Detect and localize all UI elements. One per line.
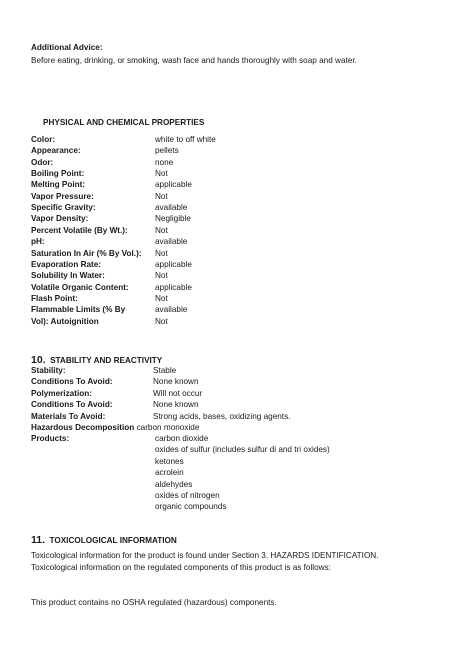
toxicology-line-2: Toxicological information on the regulated components of this product is as follows:: [31, 562, 331, 572]
property-label: Appearance:: [31, 146, 81, 156]
additional-advice-heading: Additional Advice:: [31, 43, 103, 52]
property-label: Volatile Organic Content:: [31, 282, 129, 292]
section-10-title: STABILITY AND REACTIVITY: [50, 356, 163, 365]
section-11-number: 11.: [31, 534, 46, 546]
property-row: [31, 192, 451, 203]
property-row: [31, 135, 451, 146]
property-label: Specific Gravity:: [31, 203, 96, 213]
section-10-number: 10.: [31, 354, 46, 366]
property-row: [31, 146, 451, 157]
hazardous-decomposition-value: carbon monoxide: [136, 423, 200, 432]
toxicology-paragraph: [31, 550, 443, 573]
property-row: [31, 214, 451, 225]
property-value: available: [155, 203, 188, 213]
stability-label: Stability:: [31, 366, 66, 375]
property-label: pH:: [31, 237, 45, 247]
property-value: available: [155, 237, 188, 247]
product-item: oxides of nitrogen: [155, 490, 220, 500]
property-row: [31, 317, 451, 328]
stability-row: [31, 400, 451, 411]
property-label: Vol): Autoignition: [31, 316, 99, 326]
property-label: Evaporation Rate:: [31, 259, 102, 269]
property-label: Melting Point:: [31, 180, 86, 190]
property-row: [31, 283, 451, 294]
property-row: [31, 305, 451, 316]
property-row: [31, 158, 451, 169]
property-value: none: [155, 157, 174, 167]
product-item: oxides of sulfur (includes sulfur di and tri oxides): [155, 445, 330, 455]
property-label: Color:: [31, 135, 56, 144]
toxicology-line-1: Toxicological information for the product is found under Section 3. HAZARDS IDENTIFICATION.: [31, 551, 379, 560]
property-row: [31, 249, 451, 260]
property-value: Not: [155, 191, 168, 201]
property-label: Vapor Density:: [31, 214, 89, 224]
property-value: Not: [155, 225, 168, 235]
property-label: Flash Point:: [31, 293, 78, 303]
property-value: Not: [155, 169, 168, 179]
products-label: Products:: [31, 434, 70, 443]
stability-row: [31, 366, 451, 377]
property-label: Vapor Pressure:: [31, 191, 94, 201]
property-value: Negligible: [155, 214, 191, 224]
property-value: applicable: [155, 282, 192, 292]
property-value: applicable: [155, 180, 192, 190]
property-row: [31, 180, 451, 191]
section-11-heading: [31, 530, 177, 548]
stability-value: Stable: [153, 366, 177, 375]
hazardous-decomposition-row: [31, 423, 199, 432]
stability-value: None known: [153, 400, 199, 410]
section-11-title: TOXICOLOGICAL INFORMATION: [49, 536, 177, 545]
property-label: Boiling Point:: [31, 169, 85, 179]
product-item: carbon dioxide: [155, 434, 209, 443]
property-value: Not: [155, 271, 168, 281]
property-value: applicable: [155, 259, 192, 269]
property-label: Percent Volatile (By Wt.):: [31, 225, 128, 235]
stability-label: Conditions To Avoid:: [31, 400, 113, 410]
stability-row: [31, 377, 451, 388]
property-row: [31, 294, 451, 305]
property-row: [31, 203, 451, 214]
property-value: Not: [155, 316, 168, 326]
product-item: ketones: [155, 456, 184, 466]
property-value: pellets: [155, 146, 179, 156]
physical-properties-heading: PHYSICAL AND CHEMICAL PROPERTIES: [43, 118, 205, 127]
additional-advice-text: Before eating, drinking, or smoking, wash face and hands thoroughly with soap and water.: [31, 56, 357, 65]
property-row: [31, 260, 451, 271]
property-value: Not: [155, 293, 168, 303]
property-row: [31, 271, 451, 282]
osha-note: This product contains no OSHA regulated (hazardous) components.: [31, 598, 277, 607]
property-label: Odor:: [31, 157, 54, 167]
property-value: white to off white: [155, 135, 216, 144]
stability-value: Strong acids, bases, oxidizing agents.: [153, 411, 291, 421]
property-label: Solubility In Water:: [31, 271, 105, 281]
stability-row: [31, 412, 451, 423]
property-value: Not: [155, 248, 168, 258]
stability-value: Will not occur: [153, 388, 203, 398]
stability-value: None known: [153, 377, 199, 387]
stability-label: Conditions To Avoid:: [31, 377, 113, 387]
property-row: [31, 237, 451, 248]
property-row: [31, 226, 451, 237]
property-value: available: [155, 305, 188, 315]
property-label: Flammable Limits (% By: [31, 305, 126, 315]
products-list: [155, 434, 330, 514]
product-item: organic compounds: [155, 502, 227, 512]
stability-label: Polymerization:: [31, 388, 92, 398]
property-label: Saturation In Air (% By Vol.):: [31, 248, 142, 258]
product-item: acrolein: [155, 468, 184, 478]
property-row: [31, 169, 451, 180]
stability-label: Materials To Avoid:: [31, 411, 106, 421]
product-item: aldehydes: [155, 479, 193, 489]
hazardous-decomposition-label: Hazardous Decomposition: [31, 423, 135, 432]
stability-row: [31, 389, 451, 400]
